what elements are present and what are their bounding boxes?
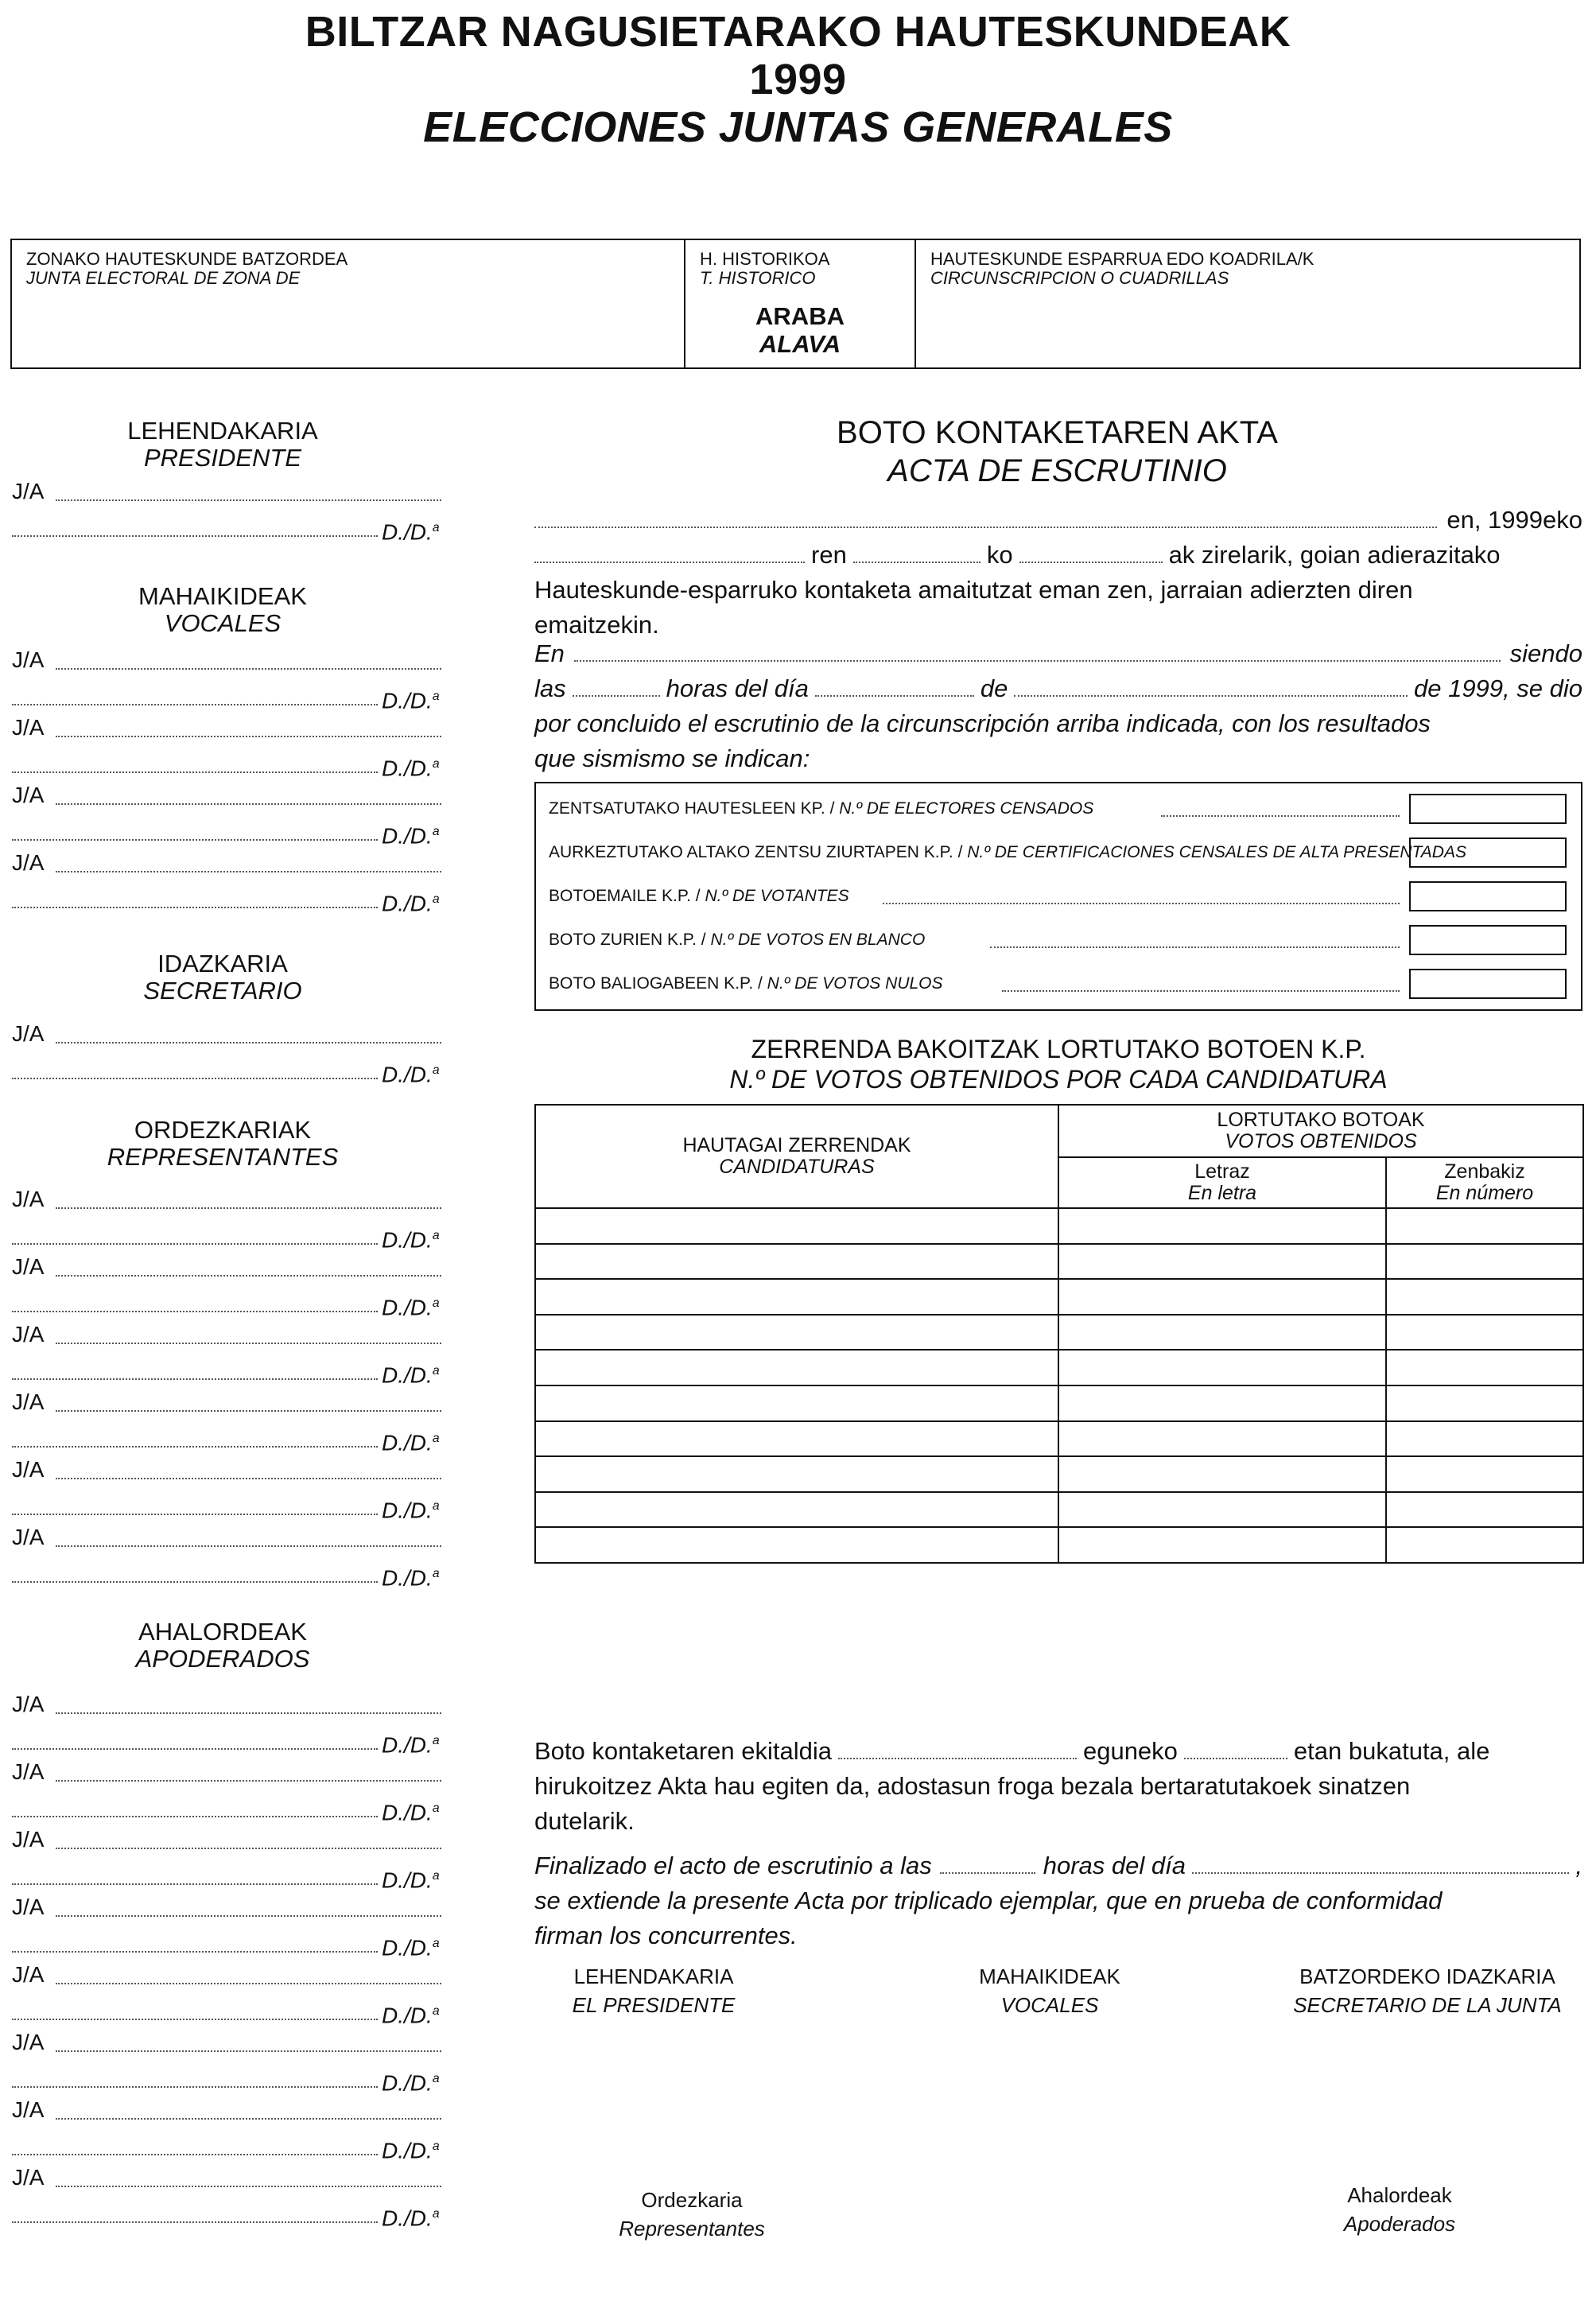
es-text-f: de 1999, se dio — [1413, 674, 1582, 702]
closing-paragraph-eu — [534, 1734, 1582, 1839]
votes-number-cell[interactable] — [1386, 1350, 1583, 1385]
dni-text: D./D. — [382, 823, 433, 849]
closing-es-d: se extiende la presente Acta por triplicado ejemplar, que en prueba de conformidad — [534, 1887, 1443, 1914]
id-fill-line[interactable] — [12, 771, 378, 773]
sig-president[interactable] — [534, 1962, 773, 2019]
census-label-eu: BOTO BALIOGABEEN K.P. / — [549, 974, 767, 993]
table-row — [535, 1527, 1583, 1563]
ja-label: J/A — [12, 2165, 45, 2190]
dni-text: D./D. — [382, 2003, 433, 2028]
name-fill-line[interactable] — [56, 1915, 441, 1917]
census-label-eu: ZENTSATUTAKO HAUTESLEEN KP. / — [549, 799, 840, 818]
id-fill-line[interactable] — [12, 1816, 378, 1817]
id-fill-line[interactable] — [12, 2221, 378, 2223]
ja-label: J/A — [12, 1895, 45, 1919]
census-row-null — [549, 966, 1567, 1001]
president-heading-eu: LEHENDAKARIA — [127, 417, 318, 445]
ja-label: J/A — [12, 850, 45, 875]
dni-sup: a — [432, 1229, 440, 1242]
candidature-cell[interactable] — [535, 1279, 1058, 1315]
territory-label-es: T. HISTORICO — [700, 268, 816, 288]
closing-eu-c: etan bukatuta, ale — [1293, 1737, 1490, 1765]
header-box — [10, 239, 1581, 369]
id-fill-line[interactable] — [12, 535, 378, 537]
day-fill[interactable] — [853, 544, 981, 563]
month-fill[interactable] — [534, 544, 805, 563]
zone-label-es: JUNTA ELECTORAL DE ZONA DE — [26, 268, 301, 288]
votes-letter-cell[interactable] — [1058, 1208, 1386, 1244]
territory-cell — [684, 240, 914, 367]
closing-eu-b: eguneko — [1082, 1737, 1178, 1765]
id-fill-line[interactable] — [12, 704, 378, 705]
closing-eu-e: dutelarik. — [534, 1807, 635, 1835]
vocales-heading-eu: MAHAIKIDEAK — [138, 582, 307, 610]
letter-header-es: En letra — [1187, 1182, 1257, 1204]
name-fill-line[interactable] — [56, 1343, 441, 1344]
obt-header-es: VOTOS OBTENIDOS — [1225, 1130, 1417, 1152]
dni-sup: a — [432, 2072, 440, 2085]
sig-apod-eu: Ahalordeak — [1347, 2183, 1452, 2207]
name-fill-line[interactable] — [56, 2186, 441, 2187]
votes-letter-cell[interactable] — [1058, 1350, 1386, 1385]
dni-text: D./D. — [382, 1062, 433, 1087]
dni-text: D./D. — [382, 1430, 433, 1455]
sig-representatives[interactable] — [573, 2186, 811, 2243]
ja-label: J/A — [12, 783, 45, 807]
territory-label-eu: H. HISTORIKOA — [700, 249, 830, 269]
ja-label: J/A — [12, 1322, 45, 1347]
name-fill-line[interactable] — [56, 2118, 441, 2120]
id-fill-line[interactable] — [12, 1446, 378, 1448]
title-basque: BILTZAR NAGUSIETARAKO HAUTESKUNDEAK — [305, 8, 1291, 56]
votes-number-cell[interactable] — [1386, 1456, 1583, 1492]
dni-sup: a — [432, 892, 440, 906]
ja-label: J/A — [12, 2030, 45, 2054]
secretary-heading-eu: IDAZKARIA — [157, 950, 288, 977]
obt-header-eu: LORTUTAKO BOTOAK — [1217, 1109, 1425, 1131]
hour-fill[interactable] — [1019, 544, 1163, 563]
dni-sup: a — [432, 1734, 440, 1747]
vocales-heading-es: VOCALES — [164, 609, 282, 637]
zone-cell[interactable] — [12, 240, 684, 367]
es-hour-fill[interactable] — [573, 678, 660, 697]
title-spanish: ELECCIONES JUNTAS GENERALES — [423, 103, 1173, 151]
votes-letter-cell[interactable] — [1058, 1492, 1386, 1528]
census-label-eu: BOTOEMAILE K.P. / — [549, 887, 705, 905]
closing-eu-d: hirukoitzez Akta hau egiten da, adostasun froga bezala bertaratutakoek sinatzen — [534, 1772, 1411, 1800]
table-row — [535, 1456, 1583, 1492]
ja-label: J/A — [12, 1389, 45, 1414]
closing-eu-a: Boto kontaketaren ekitaldia — [534, 1737, 832, 1765]
votes-title-eu: ZERRENDA BAKOITZAK LORTUTAKO BOTOEN K.P. — [751, 1035, 1366, 1063]
cand-header-eu: HAUTAGAI ZERRENDAK — [682, 1134, 911, 1156]
dni-label — [382, 1729, 440, 1757]
name-fill-line[interactable] — [56, 668, 441, 670]
table-row — [535, 1385, 1583, 1421]
id-fill-line[interactable] — [12, 2086, 378, 2088]
dni-label — [382, 1797, 440, 1825]
id-fill-line[interactable] — [12, 907, 378, 908]
table-row — [535, 1208, 1583, 1244]
dni-label — [382, 1932, 440, 1960]
es-text-g: por concluido el escrutinio de la circunscripción arriba indicada, con los resultados — [534, 709, 1431, 737]
dni-sup: a — [432, 1567, 440, 1580]
dni-sup: a — [432, 1499, 440, 1513]
sig-reps-eu: Ordezkaria — [641, 2188, 743, 2212]
circ-label-eu: HAUTESKUNDE ESPARRUA EDO KOADRILA/K — [930, 249, 1314, 269]
dni-text: D./D. — [382, 1867, 433, 1893]
name-fill-line[interactable] — [56, 871, 441, 872]
dni-label — [382, 1494, 440, 1522]
table-row — [535, 1315, 1583, 1350]
id-fill-line[interactable] — [12, 1378, 378, 1380]
closing-es-a: Finalizado el acto de escrutinio a las — [534, 1852, 932, 1879]
dni-sup: a — [432, 1432, 440, 1445]
dni-text: D./D. — [382, 2070, 433, 2096]
table-row — [535, 1421, 1583, 1457]
id-fill-line[interactable] — [12, 839, 378, 841]
votes-number-cell[interactable] — [1386, 1421, 1583, 1457]
sig-reps-es: Representantes — [619, 2217, 765, 2240]
dni-label — [382, 1359, 440, 1387]
act-paragraph-eu — [534, 503, 1582, 643]
dni-label — [382, 1999, 440, 2027]
dni-text: D./D. — [382, 1732, 433, 1758]
candidature-cell[interactable] — [535, 1527, 1058, 1563]
table-row — [535, 1492, 1583, 1528]
dni-text: D./D. — [382, 2205, 433, 2231]
dni-text: D./D. — [382, 2138, 433, 2163]
name-fill-line[interactable] — [56, 1545, 441, 1547]
dni-sup: a — [432, 2139, 440, 2153]
letters-header — [1058, 1157, 1386, 1208]
name-fill-line[interactable] — [56, 1207, 441, 1209]
name-fill-line[interactable] — [56, 1410, 441, 1412]
id-fill-line[interactable] — [12, 2019, 378, 2020]
reps-heading-es: REPRESENTANTES — [107, 1143, 339, 1171]
id-fill-line[interactable] — [12, 1951, 378, 1953]
closing-paragraph-es — [534, 1848, 1582, 1953]
zone-label-eu: ZONAKO HAUTESKUNDE BATZORDEA — [26, 249, 348, 269]
sig-apoderados[interactable] — [1280, 2181, 1519, 2238]
name-fill-line[interactable] — [56, 1712, 441, 1714]
dni-label — [382, 1427, 440, 1455]
census-value-box[interactable] — [1409, 881, 1567, 911]
dni-label — [382, 516, 440, 544]
census-label-eu: AURKEZTUTAKO ALTAKO ZENTSU ZIURTAPEN K.P. / — [549, 843, 968, 861]
place-fill[interactable] — [534, 509, 1437, 528]
dni-text: D./D. — [382, 519, 433, 545]
votes-number-cell[interactable] — [1386, 1492, 1583, 1528]
ja-label: J/A — [12, 2097, 45, 2122]
eu-text-d: ak zirelarik, goian adierazitako — [1168, 541, 1501, 569]
act-title-eu: BOTO KONTAKETAREN AKTA — [837, 415, 1278, 450]
dni-sup: a — [432, 1937, 440, 1950]
cand-header-es: CANDIDATURAS — [719, 1156, 875, 1178]
sig-secretary[interactable] — [1272, 1962, 1582, 2019]
census-value-box[interactable] — [1409, 794, 1567, 824]
ja-label: J/A — [12, 479, 45, 503]
name-fill-line[interactable] — [56, 803, 441, 805]
name-fill-line[interactable] — [56, 1042, 441, 1043]
circ-label-es: CIRCUNSCRIPCION O CUADRILLAS — [930, 268, 1229, 288]
name-fill-line[interactable] — [56, 1780, 441, 1782]
ja-label: J/A — [12, 1254, 45, 1279]
eu-text-a: en, 1999eko — [1446, 506, 1582, 534]
id-fill-line[interactable] — [12, 1883, 378, 1885]
ja-label: J/A — [12, 1457, 45, 1482]
sig-secretary-es: SECRETARIO DE LA JUNTA — [1293, 1993, 1562, 2017]
sig-vocales-eu: MAHAIKIDEAK — [979, 1965, 1120, 1988]
dni-sup: a — [432, 2004, 440, 2018]
id-fill-line[interactable] — [12, 1078, 378, 1079]
candidature-cell[interactable] — [535, 1492, 1058, 1528]
dni-sup: a — [432, 1296, 440, 1310]
es-text-b: siendo — [1509, 639, 1582, 667]
circumscription-cell[interactable] — [914, 240, 1579, 367]
name-fill-line[interactable] — [56, 2050, 441, 2052]
candidature-cell[interactable] — [535, 1456, 1058, 1492]
dni-sup: a — [432, 521, 440, 534]
ja-label: J/A — [12, 1692, 45, 1716]
votes-title-es: N.º DE VOTOS OBTENIDOS POR CADA CANDIDATURA — [729, 1065, 1388, 1094]
census-label-es: N.º DE VOTOS NULOS — [767, 974, 943, 993]
closing-es-hour-fill[interactable] — [940, 1855, 1035, 1874]
census-label-es: N.º DE CERTIFICACIONES CENSALES DE ALTA PRESENTADAS — [967, 843, 1466, 861]
dni-text: D./D. — [382, 1362, 433, 1388]
dni-label — [382, 2202, 440, 2230]
sig-vocales-es: VOCALES — [1000, 1993, 1099, 2017]
name-fill-line[interactable] — [56, 1478, 441, 1479]
title-year: 1999 — [749, 56, 847, 103]
dni-sup: a — [432, 2207, 440, 2221]
dni-sup: a — [432, 1364, 440, 1378]
ja-label: J/A — [12, 715, 45, 740]
census-row-certifications — [549, 835, 1567, 870]
census-label-eu: BOTO ZURIEN K.P. / — [549, 931, 711, 949]
secretary-heading-es: SECRETARIO — [143, 977, 302, 1005]
eu-text-c: ko — [986, 541, 1013, 569]
votes-letter-cell[interactable] — [1058, 1527, 1386, 1563]
dni-label — [382, 1292, 440, 1319]
candidature-cell[interactable] — [535, 1350, 1058, 1385]
census-value-box[interactable] — [1409, 925, 1567, 955]
number-header-es: En número — [1435, 1182, 1534, 1204]
numbers-header — [1386, 1157, 1583, 1208]
territory-value-es: ALAVA — [759, 330, 841, 358]
sig-apod-es: Apoderados — [1343, 2212, 1456, 2236]
es-month-fill[interactable] — [1014, 678, 1408, 697]
id-fill-line[interactable] — [12, 2154, 378, 2155]
closing-es-e: firman los concurrentes. — [534, 1922, 798, 1949]
es-text-c: las — [534, 674, 566, 702]
dni-label — [382, 2067, 440, 2095]
votes-letter-cell[interactable] — [1058, 1244, 1386, 1280]
table-row — [535, 1279, 1583, 1315]
apod-heading-es: APODERADOS — [135, 1645, 310, 1673]
title-block — [0, 8, 1596, 151]
votes-number-cell[interactable] — [1386, 1208, 1583, 1244]
act-paragraph-es — [534, 636, 1582, 776]
president-heading-es: PRESIDENTE — [143, 444, 302, 472]
name-fill-line[interactable] — [56, 736, 441, 737]
votes-letter-cell[interactable] — [1058, 1385, 1386, 1421]
name-fill-line[interactable] — [56, 1848, 441, 1849]
sig-secretary-eu: BATZORDEKO IDAZKARIA — [1299, 1965, 1555, 1988]
closing-es-c: , — [1575, 1852, 1582, 1879]
census-label-es: N.º DE ELECTORES CENSADOS — [839, 799, 1094, 818]
dni-text: D./D. — [382, 688, 433, 713]
votes-number-cell[interactable] — [1386, 1527, 1583, 1563]
closing-hour-fill[interactable] — [1184, 1740, 1287, 1759]
es-place-fill[interactable] — [574, 643, 1501, 662]
results-table — [534, 1104, 1584, 1564]
dni-sup: a — [432, 1801, 440, 1815]
votes-number-cell[interactable] — [1386, 1315, 1583, 1350]
id-fill-line[interactable] — [12, 1243, 378, 1245]
census-value-box[interactable] — [1409, 969, 1567, 999]
dni-text: D./D. — [382, 1498, 433, 1523]
census-box — [534, 782, 1582, 1011]
votes-letter-cell[interactable] — [1058, 1279, 1386, 1315]
number-header-eu: Zenbakiz — [1444, 1160, 1525, 1183]
name-fill-line[interactable] — [56, 499, 441, 501]
dni-label — [382, 1562, 440, 1590]
votes-number-cell[interactable] — [1386, 1244, 1583, 1280]
votes-letter-cell[interactable] — [1058, 1421, 1386, 1457]
closing-es-b: horas del día — [1043, 1852, 1186, 1879]
census-row-blank — [549, 923, 1567, 958]
dni-sup: a — [432, 825, 440, 838]
id-fill-line[interactable] — [12, 1748, 378, 1750]
id-fill-line[interactable] — [12, 1311, 378, 1312]
name-fill-line[interactable] — [56, 1275, 441, 1277]
reps-heading-eu: ORDEZKARIAK — [134, 1116, 312, 1144]
dni-label — [382, 2135, 440, 2163]
dni-label — [382, 820, 440, 848]
closing-es-day-fill[interactable] — [1192, 1855, 1569, 1874]
dni-label — [382, 752, 440, 780]
dni-sup: a — [432, 690, 440, 703]
table-row — [535, 1350, 1583, 1385]
census-value-box[interactable] — [1409, 837, 1567, 868]
eu-text-f: emaitzekin. — [534, 611, 659, 639]
dni-text: D./D. — [382, 1800, 433, 1825]
census-label-es: N.º DE VOTANTES — [705, 887, 849, 905]
es-text-d: horas del día — [666, 674, 809, 702]
name-fill-line[interactable] — [56, 1983, 441, 1984]
votes-letter-cell[interactable] — [1058, 1456, 1386, 1492]
candidature-cell[interactable] — [535, 1315, 1058, 1350]
dni-sup: a — [432, 1063, 440, 1077]
ja-label: J/A — [12, 1962, 45, 1987]
dni-text: D./D. — [382, 1295, 433, 1320]
candidature-cell[interactable] — [535, 1421, 1058, 1457]
ja-label: J/A — [12, 1021, 45, 1046]
census-row-voters — [549, 879, 1567, 914]
dni-text: D./D. — [382, 1935, 433, 1961]
dni-text: D./D. — [382, 1565, 433, 1591]
es-text-e: de — [980, 674, 1008, 702]
letter-header-eu: Letraz — [1194, 1160, 1250, 1183]
candidatures-header — [535, 1105, 1058, 1208]
ja-label: J/A — [12, 1525, 45, 1549]
es-text-a: En — [534, 639, 565, 667]
ja-label: J/A — [12, 1759, 45, 1784]
dni-label — [382, 1059, 440, 1086]
dni-sup: a — [432, 757, 440, 771]
eu-text-b: ren — [811, 541, 847, 569]
eu-text-e: Hauteskunde-esparruko kontaketa amaitutzat eman zen, jarraian adierzten diren — [534, 576, 1413, 604]
dni-label — [382, 685, 440, 713]
result-rows — [535, 1208, 1583, 1563]
dni-text: D./D. — [382, 756, 433, 781]
table-row — [535, 1244, 1583, 1280]
dni-sup: a — [432, 1869, 440, 1883]
closing-day-fill[interactable] — [838, 1740, 1077, 1759]
sig-president-es: EL PRESIDENTE — [572, 1993, 736, 2017]
act-title-es: ACTA DE ESCRUTINIO — [887, 453, 1227, 488]
sig-vocales[interactable] — [930, 1962, 1169, 2019]
census-row-electors — [549, 791, 1567, 826]
candidature-cell[interactable] — [535, 1385, 1058, 1421]
votes-number-cell[interactable] — [1386, 1279, 1583, 1315]
sig-president-eu: LEHENDAKARIA — [573, 1965, 734, 1988]
es-text-h: que sismismo se indican: — [534, 744, 810, 772]
dni-text: D./D. — [382, 891, 433, 916]
dni-label — [382, 1864, 440, 1892]
candidature-cell[interactable] — [535, 1208, 1058, 1244]
apod-heading-eu: AHALORDEAK — [138, 1618, 307, 1646]
ja-label: J/A — [12, 647, 45, 672]
id-fill-line[interactable] — [12, 1581, 378, 1583]
territory-value-eu: ARABA — [755, 302, 845, 330]
dni-label — [382, 1224, 440, 1252]
dni-label — [382, 888, 440, 915]
votes-obtained-header — [1058, 1105, 1583, 1157]
ja-label: J/A — [12, 1187, 45, 1211]
votes-number-cell[interactable] — [1386, 1385, 1583, 1421]
ja-label: J/A — [12, 1827, 45, 1852]
es-day-fill[interactable] — [815, 678, 974, 697]
dni-text: D./D. — [382, 1227, 433, 1253]
candidature-cell[interactable] — [535, 1244, 1058, 1280]
id-fill-line[interactable] — [12, 1514, 378, 1515]
census-label-es: N.º DE VOTOS EN BLANCO — [710, 931, 926, 949]
votes-letter-cell[interactable] — [1058, 1315, 1386, 1350]
